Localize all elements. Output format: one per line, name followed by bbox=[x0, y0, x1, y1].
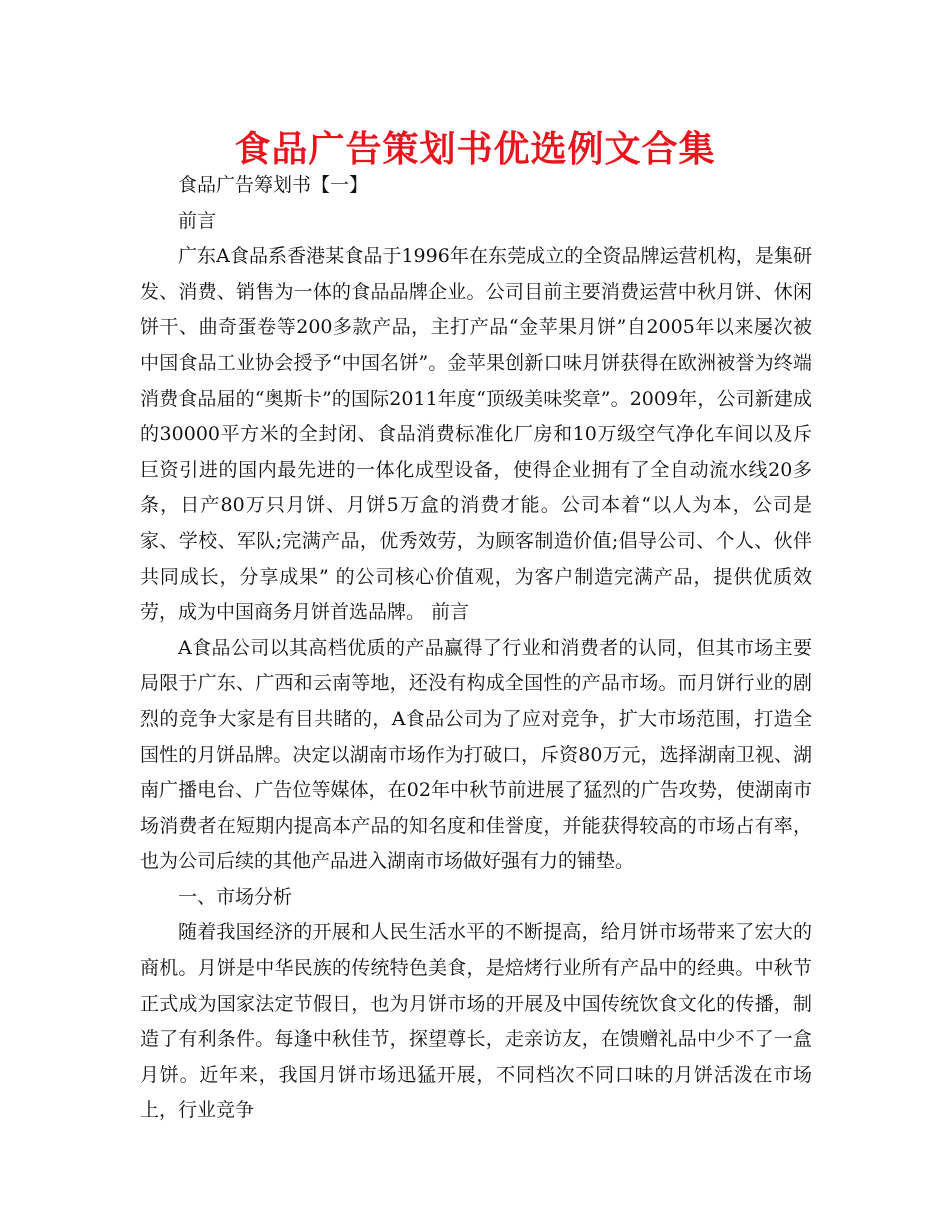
section-heading: 食品广告筹划书【一】 bbox=[178, 174, 369, 196]
section-market-analysis-heading: 一、市场分析 bbox=[178, 885, 293, 908]
document-title: 食品广告策划书优选例文合集 bbox=[234, 129, 716, 170]
document-body bbox=[140, 168, 812, 1129]
paragraph-company-intro: 广东A食品系香港某食品于1996年在东莞成立的全资品牌运营机构，是集研发、消费、销售为一体的食品品牌企业。公司目前主要消费运营中秋月饼、休闲饼干、曲奇蛋卷等200多款产品，主打产品“金苹果月饼”自2005年以来屡次被中国食品工业协会授予“中国名饼”。金苹果创新口味月饼获得在欧洲被誉为终端消费食品届的“奥斯卡”的国际2011年度“顶级美味奖章”。2009年，公司新建成的30000平方米的全封闭、食品消费标准化厂房和10万级空气净化车间以及斥巨资引进的国内最先进的一体化成型设备，使得企业拥有了全自动流水线20多条，日产80万只月饼、月饼5万盒的消费才能。公司本着“以人为本，公司是家、学校、军队;完满产品，优秀效劳，为顾客制造价值;倡导公司、个人、伙伴共同成长，分享成果” 的公司核心价值观，为客户制造完满产品，提供优质效劳，成为中国商务月饼首选品牌。 前言 bbox=[140, 245, 812, 624]
paragraph-market-analysis: 随着我国经济的开展和人民生活水平的不断提高，给月饼市场带来了宏大的商机。月饼是中华民族的传统特色美食，是焙烤行业所有产品中的经典。中秋节正式成为国家法定节假日，也为月饼市场的开展及中国传统饮食文化的传播，制造了有利条件。每逢中秋佳节，探望尊长，走亲访友，在馈赠礼品中少不了一盒月饼。近年来，我国月饼市场迅猛开展，不同档次不同口味的月饼活泼在市场上，行业竞争 bbox=[140, 921, 812, 1122]
foreword-label: 前言 bbox=[178, 209, 217, 232]
paragraph-foreword: A食品公司以其高档优质的产品赢得了行业和消费者的认同，但其市场主要局限于广东、广西和云南等地，还没有构成全国性的产品市场。而月饼行业的剧烈的竞争大家是有目共睹的，A食品公司为了应对竞争，扩大市场范围，打造全国性的月饼品牌。决定以湖南市场作为打破口，斥资80万元，选择湖南卫视、湖南广播电台、广告位等媒体，在02年中秋节前进展了猛烈的广告攻势，使湖南市场消费者在短期内提高本产品的知名度和佳誉度，并能获得较高的市场占有率，也为公司后续的其他产品进入湖南市场做好强有力的铺垫。 bbox=[140, 636, 812, 873]
